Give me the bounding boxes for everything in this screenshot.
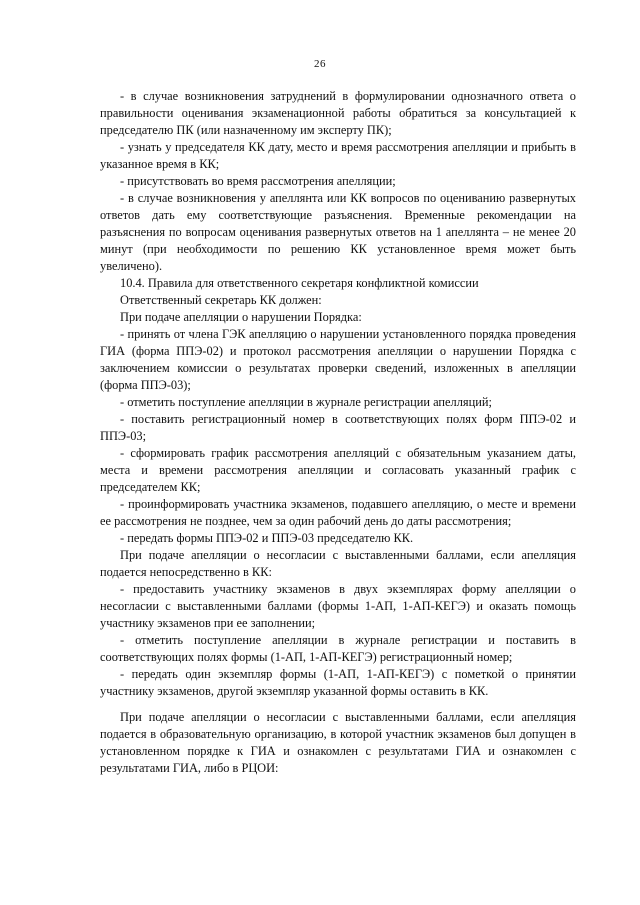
paragraph: - в случае возникновения у апеллянта или КК вопросов по оцениванию развернутых ответов дать ему соответствующие разъяснения. Временные рекомендации на разъяснения по вопросам оценивания развернутых ответов на 1 апеллянта – не менее 20 минут (при необходимости по решению КК установленное время может быть увеличено).: [100, 191, 576, 273]
paragraph: - отметить поступление апелляции в журнале регистрации и поставить в соответствующих полях формы (1-АП, 1-АП-КЕГЭ) регистрационный номер;: [100, 633, 576, 664]
paragraph: Ответственный секретарь КК должен:: [120, 293, 322, 307]
paragraph: При подаче апелляции о несогласии с выставленными баллами, если апелляция подается непосредственно в КК:: [100, 548, 576, 579]
paragraph: - присутствовать во время рассмотрения апелляции;: [120, 174, 396, 188]
page-number: 26: [314, 58, 326, 70]
paragraph: - отметить поступление апелляции в журнале регистрации апелляций;: [120, 395, 492, 409]
paragraph: При подаче апелляции о нарушении Порядка:: [120, 310, 362, 324]
paragraph: - принять от члена ГЭК апелляцию о нарушении установленного порядка проведения ГИА (форма ППЭ-02) и протокол рассмотрения апелляции о нарушении Порядка с заключением комиссии о результатах проверки сведений, изложенных в апелляции (форма ППЭ-03);: [100, 327, 576, 392]
paragraph: - передать формы ППЭ-02 и ППЭ-03 председателю КК.: [120, 531, 414, 545]
document-body: [100, 88, 576, 777]
paragraph: - в случае возникновения затруднений в формулировании однозначного ответа о правильности оценивания экзаменационной работы обратиться за консультацией к председателю ПК (или назначенному им эксперту ПК);: [100, 89, 576, 137]
paragraph: - проинформировать участника экзаменов, подавшего апелляцию, о месте и времени ее рассмотрения не позднее, чем за один рабочий день до даты рассмотрения;: [100, 497, 576, 528]
paragraph: При подаче апелляции о несогласии с выставленными баллами, если апелляция подается в образовательную организацию, в которой участник экзаменов был допущен в установленном порядке к ГИА и ознакомлен с результатами ГИА и ознакомлен с результатами ГИА, либо в РЦОИ:: [100, 710, 576, 775]
section-heading: 10.4. Правила для ответственного секретаря конфликтной комиссии: [120, 276, 479, 290]
paragraph: - передать один экземпляр формы (1-АП, 1-АП-КЕГЭ) с пометкой о принятии участнику экзаменов, другой экземпляр указанной формы оставить в КК.: [100, 667, 576, 698]
paragraph: - предоставить участнику экзаменов в двух экземплярах форму апелляции о несогласии с выставленными баллами (формы 1-АП, 1-АП-КЕГЭ) и оказать помощь участнику экзаменов при ее заполнении;: [100, 582, 576, 630]
paragraph: - сформировать график рассмотрения апелляций с обязательным указанием даты, места и времени рассмотрения апелляции и согласовать указанный график с председателем КК;: [100, 446, 576, 494]
paragraph: - поставить регистрационный номер в соответствующих полях форм ППЭ-02 и ППЭ-03;: [100, 412, 576, 443]
paragraph: - узнать у председателя КК дату, место и время рассмотрения апелляции и прибыть в указанное время в КК;: [100, 140, 576, 171]
